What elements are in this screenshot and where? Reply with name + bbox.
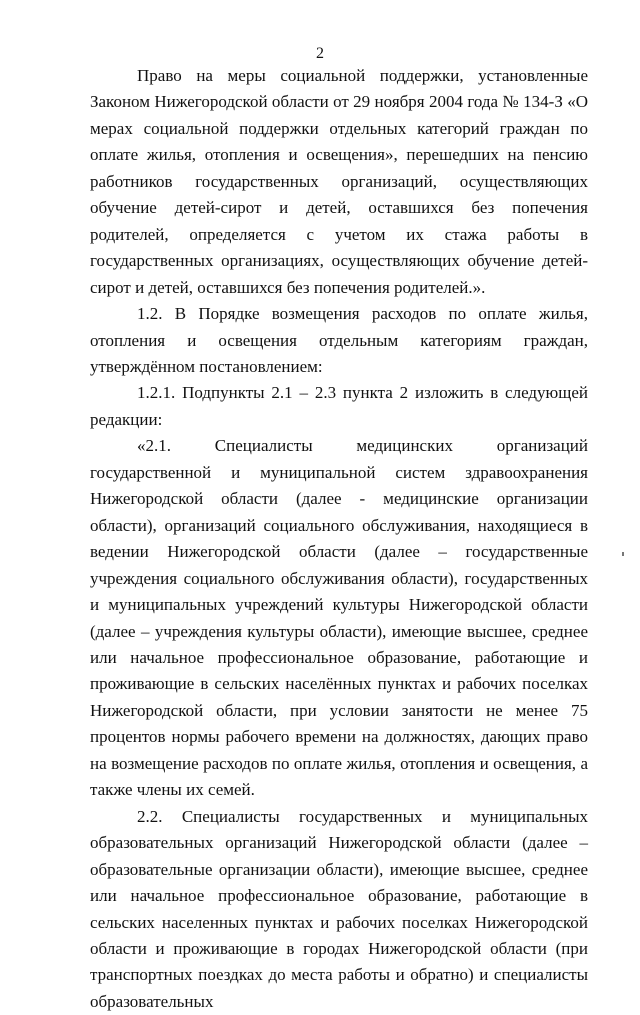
paragraph-1-2-1: 1.2.1. Подпункты 2.1 – 2.3 пункта 2 изложить в следующей редакции:: [90, 383, 588, 429]
document-body: [90, 63, 588, 1015]
paragraph-2-2: 2.2. Специалисты государственных и муниципальных образовательных организаций Нижегородской области (далее – образовательные организации области), имеющие высшее, среднее или начальное профессиональное образование, работающие в сельских населенных пунктах и рабочих поселках Нижегородской области и проживающие в городах Нижегородской области (при транспортных поездках до места работы и обратно) и специалисты образовательных: [90, 806, 588, 1011]
paragraph-2-1: «2.1. Специалисты медицинских организаций государственной и муниципальной систем здравоохранения Нижегородской области (далее - медицинские организации области), организаций социального обслуживания, находящиеся в ведении Нижегородской области (далее – государственные учреждения социального обслуживания области), государственных и муниципальных учреждений культуры Нижегородской области (далее – учреждения культуры области), имеющие высшее, среднее или начальное профессиональное образование, работающие и проживающие в сельских населённых пунктах и рабочих поселках Нижегородской области, при условии занятости не менее 75 процентов нормы рабочего времени на должностях, дающих право на возмещение расходов по оплате жилья, отопления и освещения, а также члены их семей.: [90, 436, 588, 800]
paragraph-1-2: 1.2. В Порядке возмещения расходов по оплате жилья, отопления и освещения отдельным категориям граждан, утверждённом постановлением:: [90, 304, 588, 376]
page-number: 2: [316, 45, 324, 62]
margin-mark: [622, 552, 624, 556]
paragraph-pension-right: Право на меры социальной поддержки, установленные Законом Нижегородской области от 29 ноября 2004 года № 134-З «О мерах социальной поддержки отдельных категорий граждан по оплате жилья, отопления и освещения», перешедших на пенсию работников государственных организаций, осуществляющих обучение детей-сирот и детей, оставшихся без попечения родителей, определяется с учетом их стажа работы в государственных организациях, осуществляющих обучение детей-сирот и детей, оставшихся без попечения родителей.».: [90, 66, 588, 297]
